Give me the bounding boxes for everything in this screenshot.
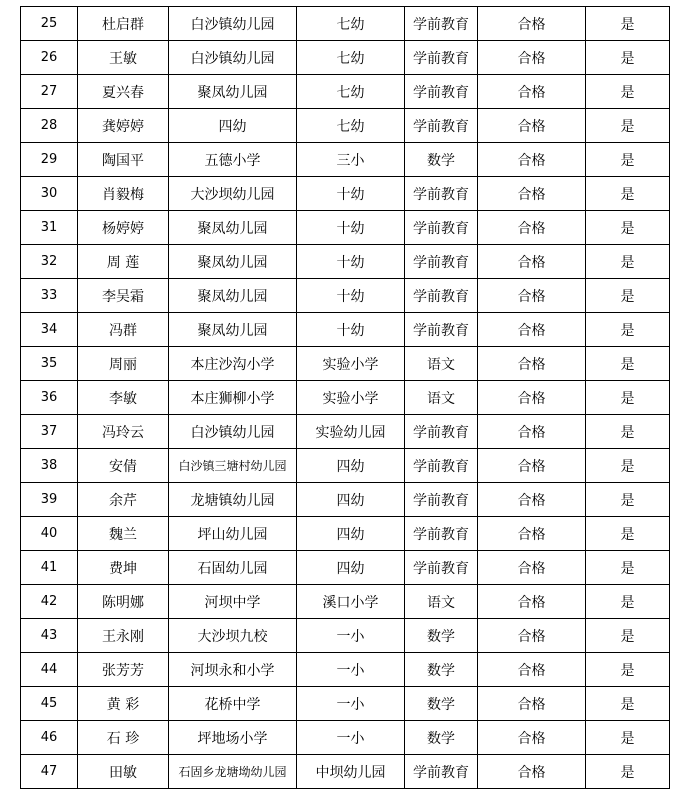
cell-assigned-school: 十幼 (297, 279, 405, 313)
cell-index: 26 (21, 41, 78, 75)
table-row (21, 551, 670, 585)
cell-result: 合格 (478, 109, 586, 143)
cell-assigned-school: 实验幼儿园 (297, 415, 405, 449)
table-row (21, 687, 670, 721)
cell-result: 合格 (478, 41, 586, 75)
cell-index: 46 (21, 721, 78, 755)
cell-index: 27 (21, 75, 78, 109)
cell-result: 合格 (478, 75, 586, 109)
cell-name: 龚婷婷 (78, 109, 169, 143)
cell-assigned-school: 七幼 (297, 109, 405, 143)
table-row (21, 755, 670, 789)
table-row (21, 517, 670, 551)
cell-subject: 数学 (405, 687, 478, 721)
cell-assigned-school: 十幼 (297, 211, 405, 245)
cell-index: 25 (21, 7, 78, 41)
cell-subject: 学前教育 (405, 415, 478, 449)
cell-original-school: 坪山幼儿园 (169, 517, 297, 551)
cell-original-school: 聚凤幼儿园 (169, 313, 297, 347)
cell-subject: 学前教育 (405, 211, 478, 245)
cell-original-school: 白沙镇幼儿园 (169, 415, 297, 449)
cell-subject: 数学 (405, 619, 478, 653)
cell-index: 30 (21, 177, 78, 211)
cell-original-school: 大沙坝九校 (169, 619, 297, 653)
cell-result: 合格 (478, 381, 586, 415)
cell-index: 38 (21, 449, 78, 483)
cell-index: 33 (21, 279, 78, 313)
cell-subject: 语文 (405, 347, 478, 381)
cell-confirmed: 是 (586, 653, 670, 687)
table-row (21, 483, 670, 517)
cell-index: 35 (21, 347, 78, 381)
cell-result: 合格 (478, 585, 586, 619)
cell-result: 合格 (478, 313, 586, 347)
cell-subject: 学前教育 (405, 755, 478, 789)
cell-subject: 数学 (405, 143, 478, 177)
cell-subject: 语文 (405, 381, 478, 415)
cell-confirmed: 是 (586, 7, 670, 41)
table-row (21, 721, 670, 755)
table-row (21, 619, 670, 653)
cell-original-school: 本庄沙沟小学 (169, 347, 297, 381)
cell-subject: 学前教育 (405, 177, 478, 211)
cell-confirmed: 是 (586, 41, 670, 75)
cell-assigned-school: 一小 (297, 721, 405, 755)
cell-assigned-school: 实验小学 (297, 381, 405, 415)
cell-result: 合格 (478, 177, 586, 211)
cell-original-school: 大沙坝幼儿园 (169, 177, 297, 211)
cell-name: 余芹 (78, 483, 169, 517)
cell-assigned-school: 四幼 (297, 517, 405, 551)
cell-original-school: 本庄狮柳小学 (169, 381, 297, 415)
cell-subject: 学前教育 (405, 449, 478, 483)
cell-confirmed: 是 (586, 687, 670, 721)
cell-name: 费坤 (78, 551, 169, 585)
cell-original-school: 五德小学 (169, 143, 297, 177)
cell-assigned-school: 十幼 (297, 177, 405, 211)
cell-assigned-school: 一小 (297, 619, 405, 653)
cell-result: 合格 (478, 449, 586, 483)
cell-assigned-school: 四幼 (297, 483, 405, 517)
cell-confirmed: 是 (586, 619, 670, 653)
cell-name: 李吴霜 (78, 279, 169, 313)
cell-original-school: 四幼 (169, 109, 297, 143)
cell-name: 陈明娜 (78, 585, 169, 619)
teacher-roster-table (20, 6, 670, 789)
cell-index: 28 (21, 109, 78, 143)
cell-subject: 学前教育 (405, 245, 478, 279)
cell-name: 夏兴春 (78, 75, 169, 109)
cell-name: 杜启群 (78, 7, 169, 41)
cell-index: 34 (21, 313, 78, 347)
cell-original-school: 白沙镇幼儿园 (169, 7, 297, 41)
cell-subject: 学前教育 (405, 517, 478, 551)
cell-original-school: 石固幼儿园 (169, 551, 297, 585)
table-row (21, 245, 670, 279)
cell-confirmed: 是 (586, 279, 670, 313)
cell-index: 47 (21, 755, 78, 789)
cell-subject: 语文 (405, 585, 478, 619)
cell-result: 合格 (478, 619, 586, 653)
cell-name: 冯玲云 (78, 415, 169, 449)
cell-original-school: 白沙镇三塘村幼儿园 (169, 449, 297, 483)
cell-name: 石 珍 (78, 721, 169, 755)
cell-original-school: 白沙镇幼儿园 (169, 41, 297, 75)
table-body (21, 7, 670, 789)
cell-confirmed: 是 (586, 143, 670, 177)
cell-original-school: 聚凤幼儿园 (169, 75, 297, 109)
cell-result: 合格 (478, 551, 586, 585)
table-row (21, 585, 670, 619)
cell-result: 合格 (478, 687, 586, 721)
cell-confirmed: 是 (586, 585, 670, 619)
cell-name: 田敏 (78, 755, 169, 789)
cell-subject: 数学 (405, 653, 478, 687)
table-row (21, 41, 670, 75)
cell-name: 周 莲 (78, 245, 169, 279)
table-row (21, 347, 670, 381)
cell-confirmed: 是 (586, 313, 670, 347)
cell-confirmed: 是 (586, 177, 670, 211)
table-row (21, 653, 670, 687)
cell-confirmed: 是 (586, 551, 670, 585)
cell-index: 29 (21, 143, 78, 177)
cell-name: 冯群 (78, 313, 169, 347)
table-row (21, 109, 670, 143)
cell-result: 合格 (478, 347, 586, 381)
cell-assigned-school: 三小 (297, 143, 405, 177)
cell-confirmed: 是 (586, 245, 670, 279)
cell-subject: 学前教育 (405, 109, 478, 143)
cell-assigned-school: 中坝幼儿园 (297, 755, 405, 789)
table-row (21, 449, 670, 483)
cell-index: 37 (21, 415, 78, 449)
cell-name: 肖毅梅 (78, 177, 169, 211)
cell-confirmed: 是 (586, 449, 670, 483)
cell-name: 李敏 (78, 381, 169, 415)
cell-assigned-school: 四幼 (297, 449, 405, 483)
cell-index: 39 (21, 483, 78, 517)
cell-assigned-school: 实验小学 (297, 347, 405, 381)
cell-assigned-school: 十幼 (297, 245, 405, 279)
cell-result: 合格 (478, 755, 586, 789)
cell-name: 黄 彩 (78, 687, 169, 721)
cell-confirmed: 是 (586, 211, 670, 245)
cell-confirmed: 是 (586, 483, 670, 517)
cell-original-school: 聚凤幼儿园 (169, 279, 297, 313)
cell-assigned-school: 七幼 (297, 7, 405, 41)
cell-original-school: 聚凤幼儿园 (169, 245, 297, 279)
cell-subject: 学前教育 (405, 551, 478, 585)
cell-confirmed: 是 (586, 721, 670, 755)
cell-confirmed: 是 (586, 109, 670, 143)
cell-result: 合格 (478, 653, 586, 687)
cell-subject: 学前教育 (405, 75, 478, 109)
cell-assigned-school: 四幼 (297, 551, 405, 585)
cell-assigned-school: 十幼 (297, 313, 405, 347)
cell-subject: 学前教育 (405, 41, 478, 75)
cell-subject: 学前教育 (405, 483, 478, 517)
cell-name: 杨婷婷 (78, 211, 169, 245)
cell-index: 45 (21, 687, 78, 721)
cell-original-school: 龙塘镇幼儿园 (169, 483, 297, 517)
cell-assigned-school: 溪口小学 (297, 585, 405, 619)
cell-index: 36 (21, 381, 78, 415)
cell-result: 合格 (478, 245, 586, 279)
cell-confirmed: 是 (586, 347, 670, 381)
cell-assigned-school: 七幼 (297, 75, 405, 109)
table-row (21, 381, 670, 415)
cell-result: 合格 (478, 415, 586, 449)
cell-original-school: 石固乡龙塘坳幼儿园 (169, 755, 297, 789)
table-row (21, 143, 670, 177)
cell-original-school: 河坝中学 (169, 585, 297, 619)
cell-name: 王永刚 (78, 619, 169, 653)
cell-result: 合格 (478, 279, 586, 313)
cell-index: 43 (21, 619, 78, 653)
cell-confirmed: 是 (586, 415, 670, 449)
cell-index: 32 (21, 245, 78, 279)
cell-original-school: 坪地场小学 (169, 721, 297, 755)
cell-result: 合格 (478, 7, 586, 41)
cell-subject: 学前教育 (405, 7, 478, 41)
cell-result: 合格 (478, 143, 586, 177)
cell-assigned-school: 一小 (297, 653, 405, 687)
table-row (21, 75, 670, 109)
cell-name: 陶国平 (78, 143, 169, 177)
cell-index: 31 (21, 211, 78, 245)
cell-subject: 学前教育 (405, 279, 478, 313)
cell-index: 40 (21, 517, 78, 551)
cell-original-school: 河坝永和小学 (169, 653, 297, 687)
table-row (21, 415, 670, 449)
table-row (21, 211, 670, 245)
cell-name: 魏兰 (78, 517, 169, 551)
cell-name: 张芳芳 (78, 653, 169, 687)
table-row (21, 177, 670, 211)
cell-name: 王敏 (78, 41, 169, 75)
cell-confirmed: 是 (586, 381, 670, 415)
cell-original-school: 花桥中学 (169, 687, 297, 721)
cell-confirmed: 是 (586, 75, 670, 109)
cell-original-school: 聚凤幼儿园 (169, 211, 297, 245)
cell-result: 合格 (478, 483, 586, 517)
cell-index: 41 (21, 551, 78, 585)
cell-result: 合格 (478, 517, 586, 551)
table-row (21, 313, 670, 347)
cell-index: 42 (21, 585, 78, 619)
cell-subject: 数学 (405, 721, 478, 755)
table-row (21, 279, 670, 313)
cell-result: 合格 (478, 721, 586, 755)
cell-result: 合格 (478, 211, 586, 245)
table-row (21, 7, 670, 41)
cell-name: 安倩 (78, 449, 169, 483)
cell-name: 周丽 (78, 347, 169, 381)
cell-confirmed: 是 (586, 755, 670, 789)
cell-index: 44 (21, 653, 78, 687)
cell-subject: 学前教育 (405, 313, 478, 347)
cell-assigned-school: 七幼 (297, 41, 405, 75)
cell-assigned-school: 一小 (297, 687, 405, 721)
cell-confirmed: 是 (586, 517, 670, 551)
